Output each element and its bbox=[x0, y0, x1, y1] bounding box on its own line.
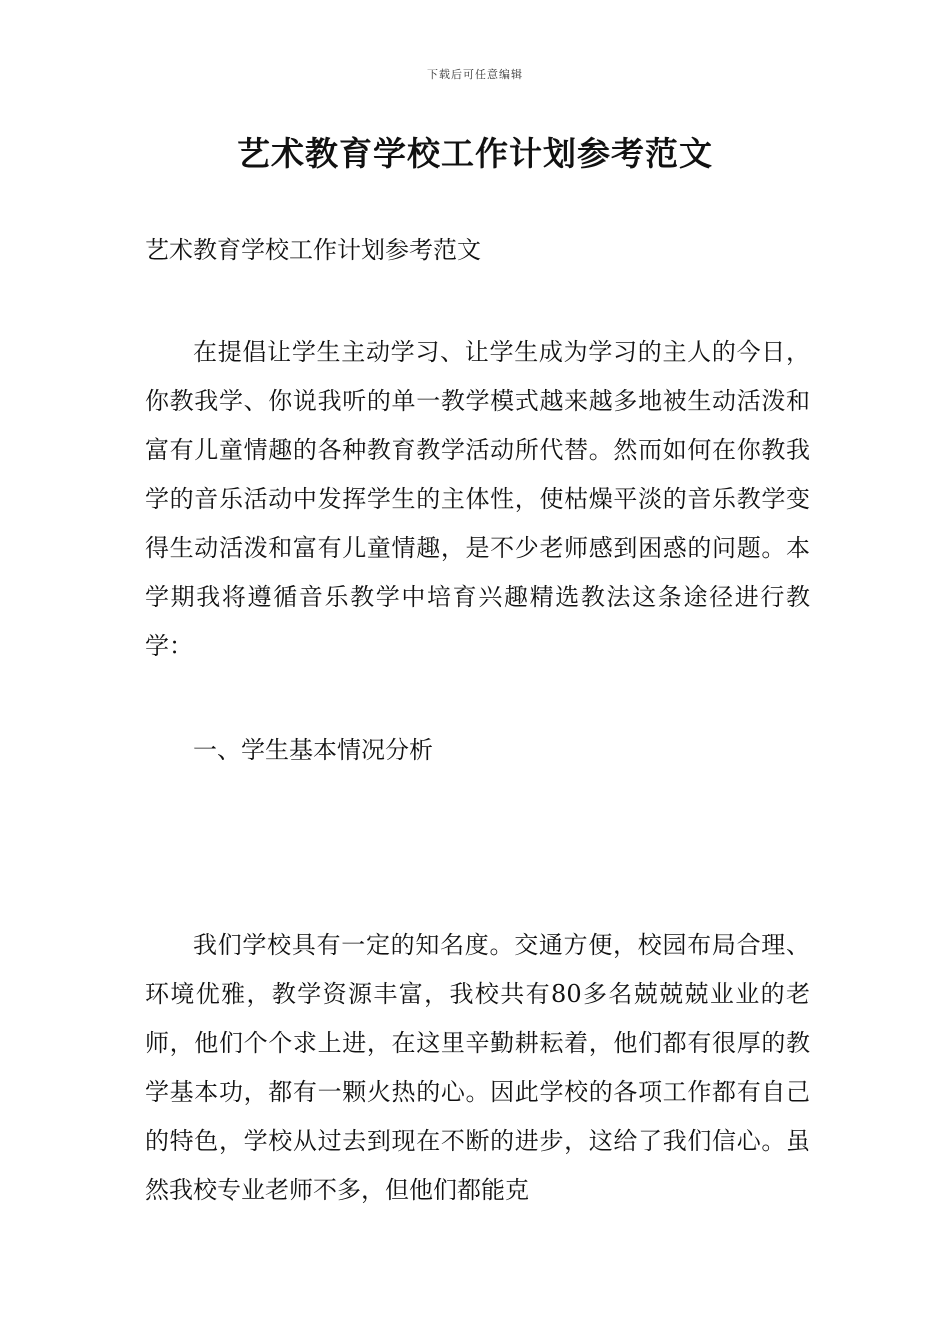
document-subtitle: 艺术教育学校工作计划参考范文 bbox=[145, 236, 481, 264]
body-paragraph-2: 我们学校具有一定的知名度。交通方便，校园布局合理、环境优雅，教学资源丰富，我校共有80多名兢兢兢业业的老师，他们个个求上进，在这里辛勤耕耘着，他们都有很厚的教学基本功，都有一颗火热的心。因此学校的各项工作都有自己的特色，学校从过去到现在不断的进步，这给了我们信心。虽然我校专业老师不多，但他们都能克 bbox=[145, 931, 810, 1204]
document-title: 艺术教育学校工作计划参考范文 bbox=[237, 134, 713, 173]
intro-paragraph: 在提倡让学生主动学习、让学生成为学习的主人的今日，你教我学、你说我听的单一教学模式越来越多地被生动活泼和富有儿童情趣的各种教育教学活动所代替。然而如何在你教我学的音乐活动中发挥学生的主体性，使枯燥平淡的音乐教学变得生动活泼和富有儿童情趣，是不少老师感到困惑的问题。本学期我将遵循音乐教学中培育兴趣精选教法这条途径进行教学： bbox=[145, 338, 810, 660]
section-heading-1: 一、学生基本情况分析 bbox=[193, 736, 433, 764]
header-note: 下载后可任意编辑 bbox=[427, 68, 523, 81]
